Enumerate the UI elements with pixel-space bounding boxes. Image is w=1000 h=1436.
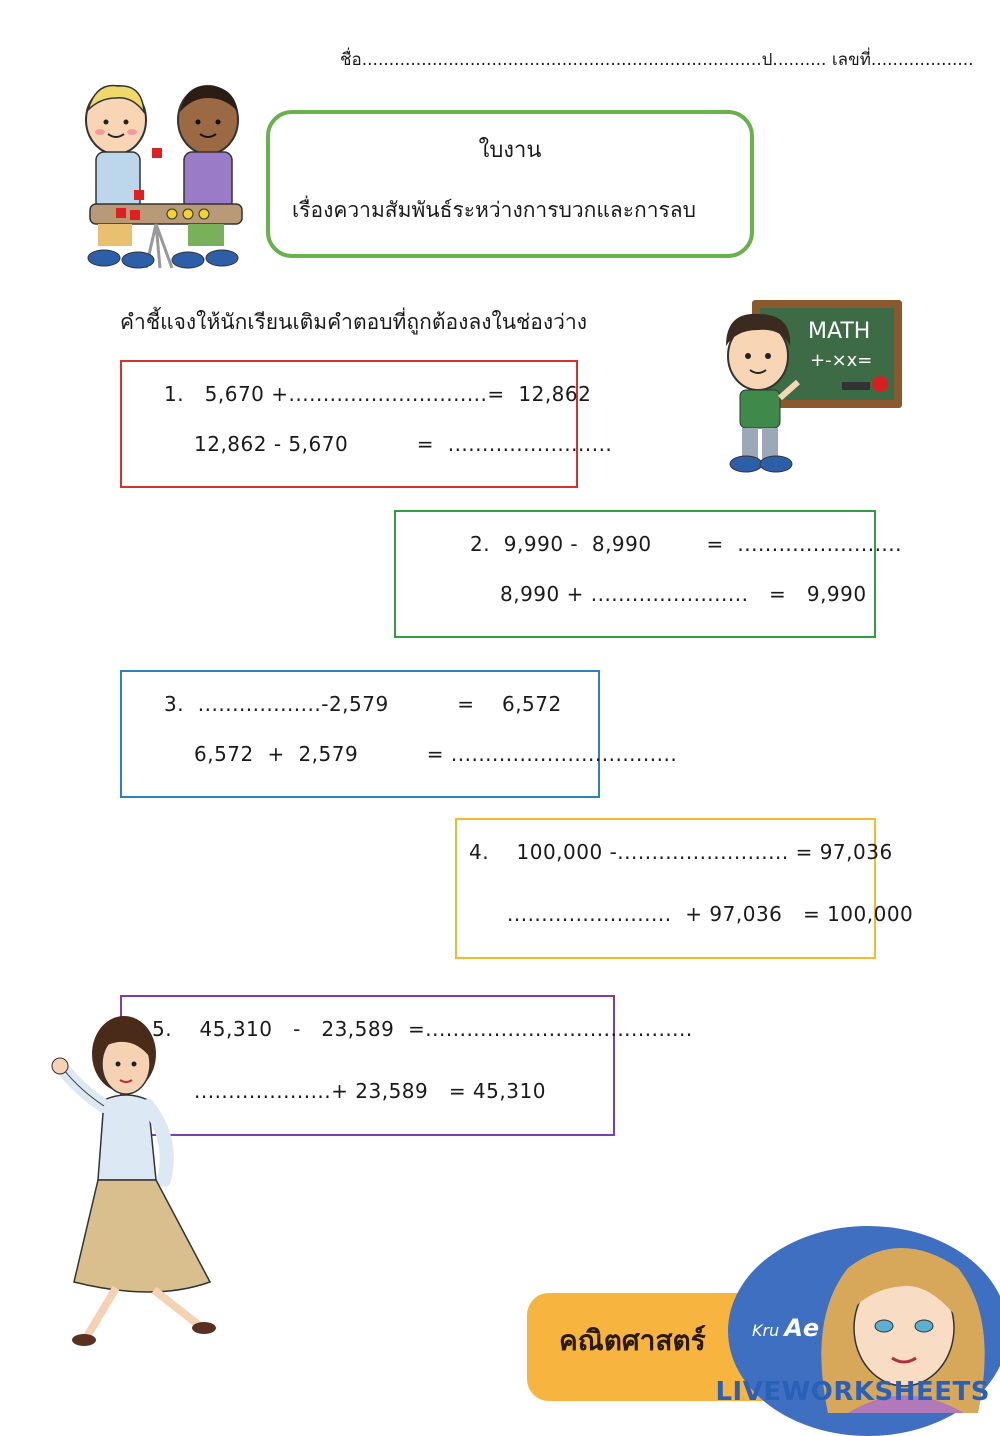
student-name-line: ชื่อ..........................................................................ป.......... เลขที่................... <box>340 50 974 70</box>
liveworksheets-watermark: LIVEWORKSHEETS <box>715 1377 990 1407</box>
subject-label: คณิตศาสตร์ <box>559 1324 706 1357</box>
boy-chalkboard-illustration <box>712 298 906 476</box>
question-box-1 <box>120 360 613 488</box>
question-2-line-1: 2. 9,990 - 8,990 = ........................ <box>470 532 903 556</box>
question-4-line-1: 4. 100,000 -......................... = 97,036 <box>469 840 893 864</box>
question-box-3 <box>120 670 678 798</box>
question-5-line-1: 5. 45,310 - 23,589 =....................................... <box>152 1017 693 1041</box>
teacher-illustration <box>34 1010 230 1350</box>
question-5-line-2: ....................+ 23,589 = 45,310 <box>194 1079 546 1103</box>
question-1-line-2: 12,862 - 5,670 = ........................ <box>194 432 613 456</box>
question-3-line-2: 6,572 + 2,579 = ................................. <box>194 742 678 766</box>
chalkboard-math-text: MATH <box>808 319 871 344</box>
question-2-line-2: 8,990 + ....................... = 9,990 <box>500 582 867 606</box>
question-3-line-1: 3. ..................-2,579 = 6,572 <box>164 692 562 716</box>
title-box <box>266 110 754 258</box>
worksheet-subtitle: เรื่องความสัมพันธ์ระหว่างการบวกและการลบ <box>292 198 697 222</box>
worksheet-title: ใบงาน <box>478 138 542 163</box>
instruction-text: คำชี้แจงให้นักเรียนเติมคำตอบที่ถูกต้องลงในช่องว่าง <box>120 310 588 334</box>
kru-prefix: Kru <box>752 1321 780 1340</box>
question-1-line-1: 1. 5,670 +.............................= 12,862 <box>164 382 592 406</box>
question-box-2 <box>394 510 903 638</box>
question-4-line-2: ........................ + 97,036 = 100,000 <box>507 902 914 926</box>
kids-illustration <box>76 78 248 274</box>
chalkboard-symbols-text: +-×x= <box>810 350 873 371</box>
question-box-4 <box>455 818 914 959</box>
kru-name: Ae <box>784 1314 820 1342</box>
